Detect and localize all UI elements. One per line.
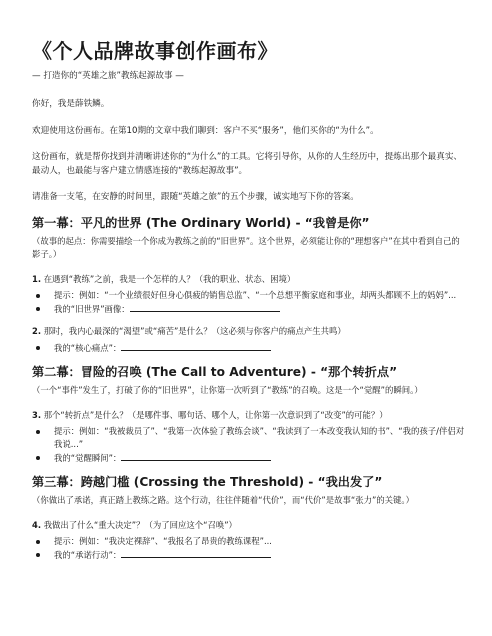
question-number: 3. (32, 409, 42, 420)
answer-blank[interactable] (130, 302, 280, 312)
question-4-bullets (32, 535, 468, 562)
intro-paragraph: 这份画布，就是帮你找到并清晰讲述你的“为什么”的工具。它将引导你，从你的人生经历中，提炼出那个最真实、最动人，也最能与客户建立情感连接的“教练起源故事”。 (32, 152, 463, 176)
answer-blank[interactable] (121, 548, 271, 558)
question-1 (32, 273, 468, 286)
question-2-bullets (32, 341, 468, 355)
question-2 (32, 325, 468, 338)
list-item (32, 425, 468, 451)
question-4 (32, 519, 468, 532)
answer-label: 我的“承诺行动”： (54, 549, 122, 560)
answer-label: 我的“核心痛点”： (54, 342, 122, 353)
question-text: 我做出了什么“重大决定”？（为了回应这个“召唤”） (43, 519, 237, 530)
section-note: （一个“事件”发生了，打破了你的“旧世界”，让你第一次听到了“教练”的召唤。这是一个“觉醒”的瞬间。） (32, 384, 423, 395)
question-1-bullets (32, 289, 468, 316)
question-3 (32, 409, 468, 422)
bullet-icon (36, 456, 40, 460)
bullet-icon (36, 346, 40, 350)
section-note: （故事的起点：你需要描绘一个你成为教练之前的“旧世界”。这个世界，必须能让你的“理想客户”在其中看到自己的影子。） (32, 235, 460, 259)
question-text: 那个“转折点”是什么？（是哪件事、哪句话、哪个人，让你第一次意识到了“改变”的可能？） (43, 409, 388, 420)
answer-blank[interactable] (121, 451, 271, 461)
question-number: 4. (32, 519, 42, 530)
page-title: 《个人品牌故事创作画布》 (32, 39, 278, 63)
bullet-icon (36, 430, 40, 434)
question-number: 1. (32, 273, 42, 284)
hint-text: 提示：例如：“我被裁员了”、“我第一次体验了教练会谈”、“我读到了一本改变我认知的书”、“我的孩子/伴侣对我说...” (54, 425, 465, 449)
bullet-icon (36, 294, 40, 298)
bullet-icon (36, 540, 40, 544)
list-item (32, 302, 468, 316)
hint-text: 提示：例如：“我决定裸辞”、“我报名了昂贵的教练课程”... (54, 535, 272, 546)
answer-blank[interactable] (121, 341, 271, 351)
bullet-icon (36, 553, 40, 557)
question-text: 那时，我内心最深的“渴望”或“痛苦”是什么？（这必须与你客户的痛点产生共鸣） (43, 325, 346, 336)
intro-paragraph: 请准备一支笔，在安静的时间里，跟随“英雄之旅”的五个步骤，诚实地写下你的答案。 (32, 192, 359, 202)
question-number: 2. (32, 325, 42, 336)
page-subtitle: — 打造你的“英雄之旅”教练起源故事 — (32, 71, 184, 81)
section-heading-act-2: 第二幕：冒险的召唤 (The Call to Adventure) - “那个转折点” (32, 364, 398, 379)
section-note: （你做出了承诺，真正踏上教练之路。这个行动，往往伴随着“代价”，而“代价”是故事“张力”的关键。） (32, 494, 414, 505)
list-item (32, 451, 468, 465)
list-item (32, 289, 468, 302)
question-text: 在遇到“教练”之前，我是一个怎样的人？（我的职业、状态、困境） (43, 273, 296, 284)
section-heading-act-3: 第三幕：跨越门槛 (Crossing the Threshold) - “我出发了” (32, 474, 383, 489)
section-heading-act-1: 第一幕：平凡的世界 (The Ordinary World) - “我曾是你” (32, 215, 370, 230)
canvas-document (32, 38, 468, 571)
hint-text: 提示：例如：“一个业绩很好但身心俱疲的销售总监”、“一个总想平衡家庭和事业，却两头都顾不上的妈妈”... (54, 289, 457, 300)
question-3-bullets (32, 425, 468, 465)
list-item (32, 341, 468, 355)
answer-label: 我的“觉醒瞬间”： (54, 452, 122, 463)
list-item (32, 535, 468, 548)
intro-greeting: 你好，我是薛铁鳞。 (32, 99, 110, 109)
list-item (32, 548, 468, 562)
bullet-icon (36, 307, 40, 311)
answer-label: 我的“旧世界”画像： (54, 303, 130, 314)
intro-paragraph: 欢迎使用这份画布。在第10期的文章中我们聊到：客户不买“服务”，他们买你的“为什么”。 (32, 125, 379, 136)
